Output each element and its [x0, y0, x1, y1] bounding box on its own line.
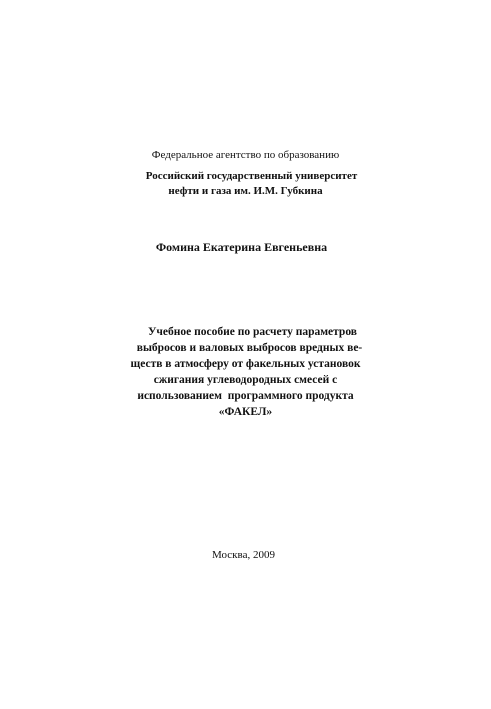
- title-line: сжигания углеводородных смесей с: [153, 374, 338, 386]
- place-and-year: Москва, 2009: [212, 549, 275, 561]
- document-title: [0, 324, 491, 420]
- title-line: ществ в атмосферу от факельных установок: [130, 358, 361, 370]
- title-line: использованием программного продукта: [137, 390, 354, 402]
- title-line: выбросов и валовых выбросов вредных ве-: [136, 342, 363, 354]
- university-name-line-1: Российский государственный университет: [145, 170, 358, 182]
- agency-name: Федеральное агентство по образованию: [151, 149, 340, 161]
- author-name: Фомина Екатерина Евгеньевна: [155, 240, 328, 254]
- title-line: Учебное пособие по расчету параметров: [147, 326, 358, 338]
- title-line: «ФАКЕЛ»: [218, 406, 273, 418]
- university-name-line-2: нефти и газа им. И.М. Губкина: [168, 185, 323, 197]
